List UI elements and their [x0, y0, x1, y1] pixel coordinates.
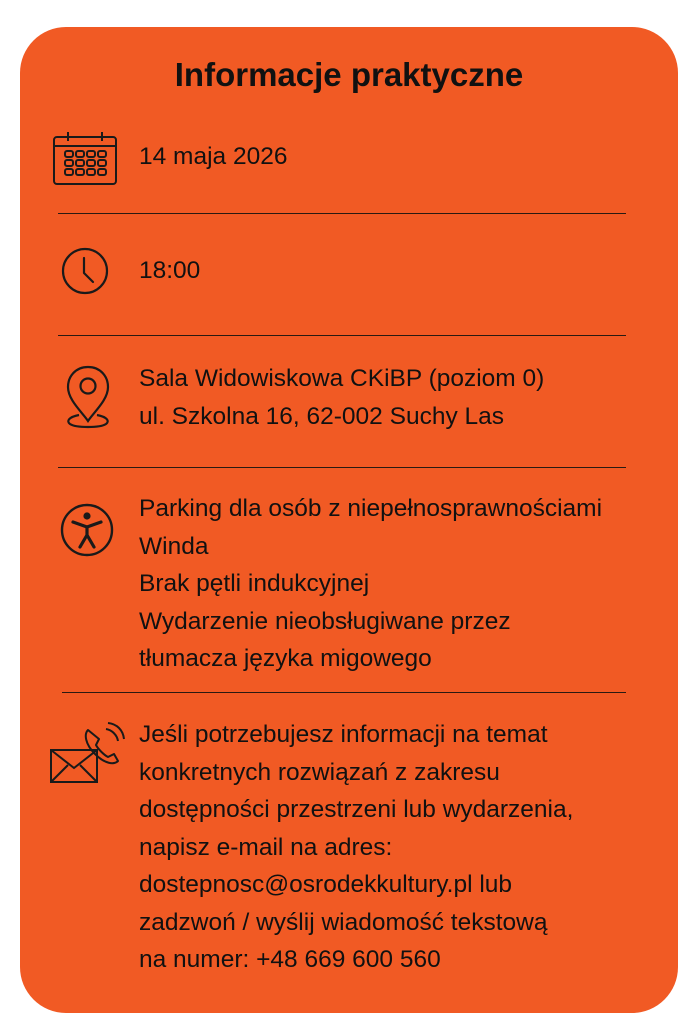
contact-line: konkretnych rozwiązań z zakresu — [139, 758, 500, 786]
location-line: ul. Szkolna 16, 62-002 Suchy Las — [139, 402, 505, 430]
divider — [58, 213, 626, 214]
location-pin-icon — [62, 364, 114, 430]
contact-phone-line: na numer: +48 669 600 560 — [139, 946, 441, 973]
event-location — [139, 360, 544, 435]
event-date-text: 14 maja 2026 — [139, 143, 288, 170]
contact-line: Jeśli potrzebujesz informacji na temat — [139, 721, 548, 748]
accessibility-line: Parking dla osób z niepełnosprawnościami — [139, 495, 603, 522]
divider — [58, 335, 626, 336]
mail-phone-icon — [48, 720, 128, 790]
accessibility-info — [139, 490, 602, 678]
divider — [58, 467, 626, 468]
info-card — [20, 27, 678, 1013]
location-line: Sala Widowiskowa CKiBP (poziom 0) — [139, 365, 545, 392]
accessibility-line: Brak pętli indukcyjnej — [139, 570, 370, 597]
accessibility-line: Wydarzenie nieobsługiwane przez — [139, 607, 511, 635]
contact-email-line: dostepnosc@osrodekkultury.pl lub — [139, 871, 513, 898]
contact-line: zadzwoń / wyślij wiadomość tekstową — [139, 908, 548, 936]
contact-line: napisz e-mail na adres: — [139, 833, 393, 861]
event-time-text: 18:00 — [139, 257, 201, 284]
page-title: Informacje praktyczne — [174, 56, 524, 93]
contact-info — [139, 716, 573, 979]
accessibility-line: Winda — [139, 532, 209, 560]
calendar-icon — [51, 130, 119, 186]
accessibility-icon — [59, 502, 115, 558]
clock-icon — [60, 246, 110, 296]
contact-line: dostępności przestrzeni lub wydarzenia, — [139, 796, 574, 823]
divider — [62, 692, 626, 693]
event-date — [139, 138, 287, 176]
event-time — [139, 252, 200, 290]
accessibility-line: tłumacza języka migowego — [139, 645, 432, 672]
